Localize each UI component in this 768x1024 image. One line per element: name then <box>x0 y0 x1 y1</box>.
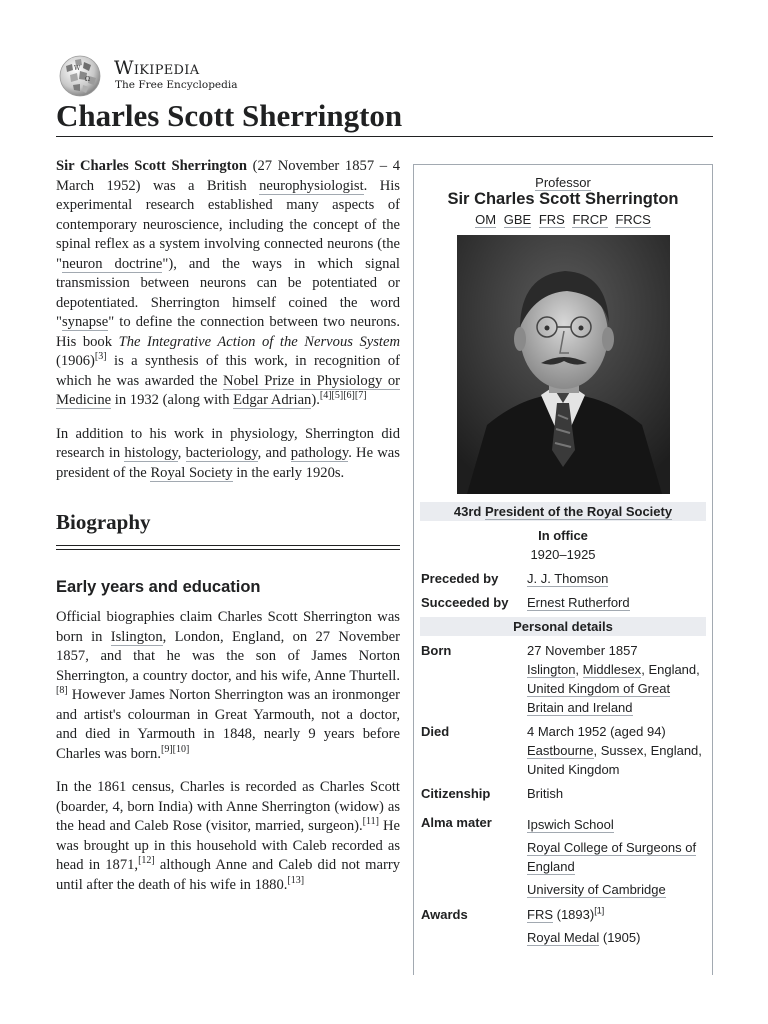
link-ipswich-school[interactable]: Ipswich School <box>527 817 614 832</box>
in-office-years: 1920–1925 <box>530 547 596 562</box>
ref-13[interactable]: [13] <box>287 874 305 886</box>
succeeded-by-label: Succeeded by <box>421 595 509 610</box>
succeeded-by-value <box>527 593 707 612</box>
title-divider <box>56 136 713 137</box>
preceded-by-label: Preceded by <box>421 571 499 586</box>
link-pathology[interactable]: pathology <box>290 445 349 461</box>
link-om[interactable]: OM <box>475 212 497 227</box>
link-bacteriology[interactable]: bacteriology <box>185 445 258 461</box>
awards-list <box>527 905 707 951</box>
link-president-royal-society[interactable]: President of the Royal Society <box>484 504 673 519</box>
ref-6[interactable]: [6] <box>343 390 355 402</box>
ref-10[interactable]: [10] <box>172 743 190 755</box>
text-span: . His experimental research established many aspects of contemporary neuroscience, including the concept of the spinal reflex as a system involving connected neurons (the " <box>56 177 400 272</box>
text-span: . He was president of the <box>56 445 400 481</box>
text-span: "), and the ways in which signal transmission between neurons can be potentiated or depotentiated. Sherrington himself coined the word " <box>56 255 400 330</box>
in-office-label: In office <box>538 528 588 543</box>
text-span: (1905) <box>599 930 641 945</box>
link-frcp[interactable]: FRCP <box>572 212 608 227</box>
text-span: (1906) <box>56 353 95 369</box>
text-span: In addition to his work in physiology, Sherrington did research in <box>56 425 400 461</box>
subsection-heading-early-years: Early years and education <box>56 578 261 596</box>
ref-12[interactable]: [12] <box>138 855 155 867</box>
link-frs-award[interactable]: FRS <box>527 907 553 922</box>
svg-text:W: W <box>74 65 81 72</box>
svg-text:Ω: Ω <box>85 76 90 83</box>
born-place <box>527 660 707 717</box>
link-edgar-adrian[interactable]: Edgar Adrian <box>233 392 312 408</box>
born-value <box>527 641 707 717</box>
wikipedia-tagline: The Free Encyclopedia <box>115 79 238 91</box>
link-neurophysiologist[interactable]: neurophysiologist <box>259 177 364 194</box>
link-histology[interactable]: histology <box>124 445 178 461</box>
alma-mater-list <box>527 815 707 903</box>
text-span: , <box>641 662 645 677</box>
text-span: , <box>177 445 186 461</box>
wikipedia-globe-icon[interactable] <box>56 54 104 98</box>
died-place <box>527 741 707 779</box>
ref-9[interactable]: [9] <box>160 743 173 755</box>
born-label: Born <box>421 643 452 658</box>
link-frcs[interactable]: FRCS <box>615 212 651 227</box>
text-span: is a synthesis of this work, in recognition of which he was awarded the <box>56 353 400 389</box>
died-label: Died <box>421 724 450 739</box>
infobox-office-header <box>420 502 706 521</box>
infobox <box>413 164 713 975</box>
born-date: 27 November 1857 <box>527 643 638 658</box>
link-nobel-prize[interactable]: Nobel Prize in Physiology or Medicine <box>56 372 400 408</box>
book-title: The Integrative Action of the Nervous System <box>118 333 400 350</box>
list-item <box>527 838 707 876</box>
link-gbe[interactable]: GBE <box>503 212 532 227</box>
text-span: " to define the connection between two neurons. His book <box>56 314 400 350</box>
biography-paragraph-2 <box>56 778 400 895</box>
text-span: in 1932 (along with <box>111 392 234 408</box>
biography-paragraph-1 <box>56 608 400 764</box>
page-title: Charles Scott Sherrington <box>56 98 403 133</box>
citizenship-label: Citizenship <box>421 786 491 801</box>
lead-name: Sir Charles Scott Sherrington <box>56 158 247 174</box>
ref-11[interactable]: [11] <box>362 816 379 828</box>
link-neuron-doctrine[interactable]: neuron doctrine <box>61 255 163 272</box>
died-value <box>527 722 707 779</box>
infobox-name: Sir Charles Scott Sherrington <box>447 190 679 208</box>
text-span: (1893) <box>553 907 595 922</box>
link-islington[interactable]: Islington <box>110 628 163 645</box>
text-span: , Sussex, England, United Kingdom <box>527 743 702 777</box>
text-span: Official biographies claim Charles Scott Sherrington was born in <box>56 609 400 645</box>
link-jj-thomson[interactable]: J. J. Thomson <box>527 571 609 586</box>
text-span: , London, England, on 27 November 1857, and that he was the son of James Norton Sherrington, a country doctor, and his wife, Anne Thurtell. <box>56 628 400 684</box>
link-professor[interactable]: Professor <box>535 175 591 190</box>
list-item <box>527 815 707 834</box>
link-royal-medal[interactable]: Royal Medal <box>527 930 600 945</box>
article-body <box>56 157 400 909</box>
link-frs[interactable]: FRS <box>538 212 565 227</box>
link-united-kingdom[interactable]: United Kingdom of Great Britain and Ireland <box>527 681 671 715</box>
died-date: 4 March 1952 (aged 94) <box>527 724 666 739</box>
list-item <box>527 880 707 899</box>
link-royal-college-surgeons[interactable]: Royal College of Surgeons of England <box>527 840 697 874</box>
ref-3[interactable]: [3] <box>94 351 107 363</box>
ref-8[interactable]: [8] <box>56 685 68 697</box>
ref-4[interactable]: [4] <box>319 390 332 402</box>
link-university-cambridge[interactable]: University of Cambridge <box>527 882 666 897</box>
wikipedia-wordmark[interactable]: Wikipedia <box>114 57 200 79</box>
alma-mater-label: Alma mater <box>421 815 492 830</box>
citizenship-value: British <box>527 786 564 801</box>
link-islington[interactable]: Islington <box>527 662 576 677</box>
text-span: , <box>575 662 583 677</box>
intro-paragraph-1 <box>56 157 400 411</box>
text-span: , and <box>257 445 291 461</box>
awards-label: Awards <box>421 907 468 922</box>
personal-details-header: Personal details <box>420 617 706 636</box>
ref-1[interactable]: [1] <box>594 905 605 916</box>
list-item <box>527 928 707 947</box>
infobox-post-nominals <box>414 210 712 229</box>
section-divider <box>56 545 400 550</box>
portrait-photo[interactable] <box>457 235 670 494</box>
link-royal-society[interactable]: Royal Society <box>150 464 233 481</box>
link-synapse[interactable]: synapse <box>61 314 109 330</box>
text-span: However James Norton Sherrington was an ironmonger and artist's colourman in Great Yarmouth, not a doctor, and died in Yarmouth in 1848, nearly 9 years before Charles was born. <box>56 687 400 762</box>
text-span: (27 November 1857 – 4 March 1952) was a British <box>56 158 400 194</box>
list-item <box>527 905 707 924</box>
ref-5[interactable]: [5] <box>331 390 344 402</box>
intro-paragraph-2 <box>56 425 400 484</box>
text-span: He was brought up in this household with Caleb recorded as head in 1871, <box>56 818 400 873</box>
link-ernest-rutherford[interactable]: Ernest Rutherford <box>527 595 630 610</box>
text-span: ). <box>311 392 320 408</box>
link-middlesex[interactable]: Middlesex <box>582 662 642 677</box>
preceded-by-value <box>527 569 707 588</box>
ref-7[interactable]: [7] <box>354 390 367 402</box>
link-eastbourne[interactable]: Eastbourne <box>527 743 594 758</box>
text-span: England, <box>648 662 700 677</box>
text-span: In the 1861 census, Charles is recorded as Charles Scott (boarder, 4, born India) with Anne Sherrington (widow) as the head and Caleb Rose (visitor, married, surgeon). <box>56 779 400 834</box>
text-span: although Anne and Caleb did not marry until after the death of his wife in 1880. <box>56 857 400 893</box>
office-ordinal: 43rd <box>453 504 485 519</box>
text-span: in the early 1920s. <box>232 464 345 481</box>
section-heading-biography: Biography <box>56 510 151 534</box>
